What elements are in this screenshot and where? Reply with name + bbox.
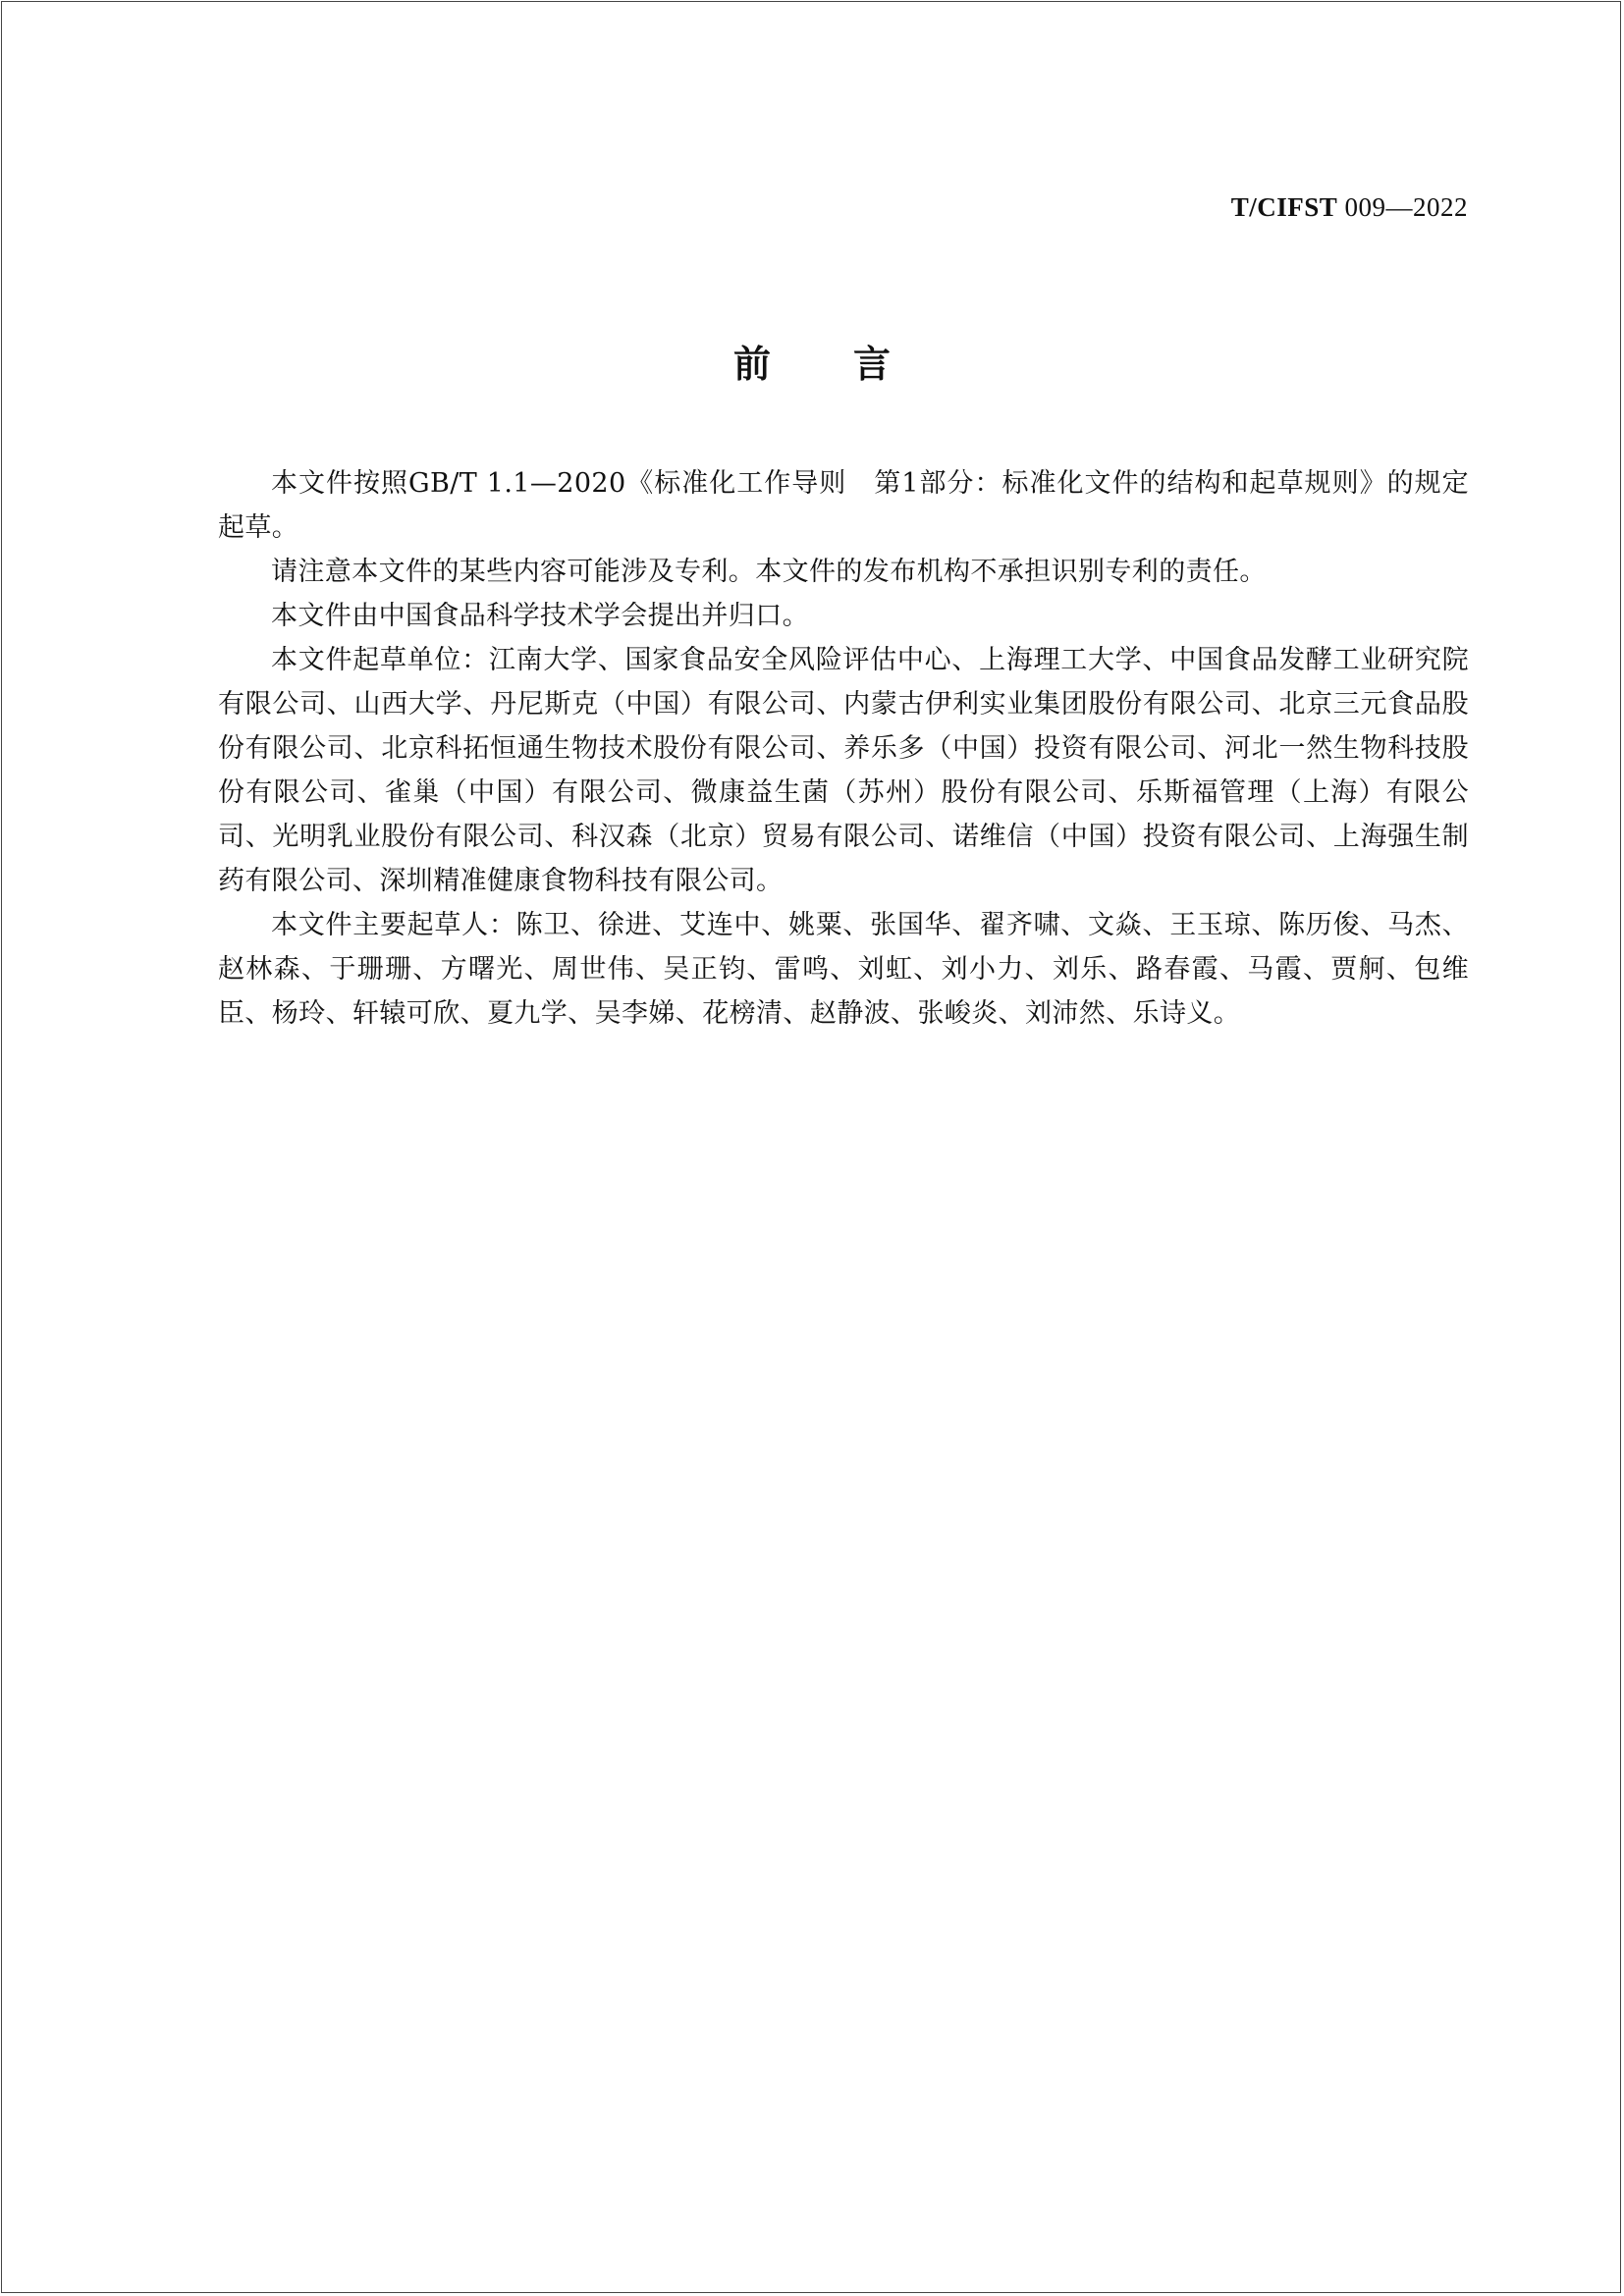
standard-code bbox=[1231, 192, 1468, 223]
paragraph-drafting-units: 本文件起草单位：江南大学、国家食品安全风险评估中心、上海理工大学、中国食品发酵工业研究院有限公司、山西大学、丹尼斯克（中国）有限公司、内蒙古伊利实业集团股份有限公司、北京三元食品股份有限公司、北京科拓恒通生物技术股份有限公司、养乐多（中国）投资有限公司、河北一然生物科技股份有限公司、雀巢（中国）有限公司、微康益生菌（苏州）股份有限公司、乐斯福管理（上海）有限公司、光明乳业股份有限公司、科汉森（北京）贸易有限公司、诺维信（中国）投资有限公司、上海强生制药有限公司、深圳精准健康食物科技有限公司。 bbox=[218, 645, 1469, 896]
page-title: 前言 bbox=[732, 343, 973, 386]
standard-code-prefix: T/CIFST bbox=[1230, 192, 1338, 222]
paragraph-drafters: 本文件主要起草人：陈卫、徐进、艾连中、姚粟、张国华、翟齐啸、文焱、王玉琼、陈历俊、马杰、赵林森、于珊珊、方曙光、周世伟、吴正钧、雷鸣、刘虹、刘小力、刘乐、路春霞、马霞、贾舸、包维臣、杨玲、轩辕可欣、夏九学、吴李娣、花榜清、赵静波、张峻炎、刘沛然、乐诗义。 bbox=[218, 910, 1469, 1029]
standard-code-number: 009—2022 bbox=[1337, 192, 1468, 222]
paragraph-drafting-rule: 本文件按照GB/T 1.1—2020《标准化工作导则 第1部分：标准化文件的结构和起草规则》的规定起草。 bbox=[218, 468, 1469, 543]
paragraph-proposer: 本文件由中国食品科学技术学会提出并归口。 bbox=[271, 601, 809, 631]
paragraph-patent-notice: 请注意本文件的某些内容可能涉及专利。本文件的发布机构不承担识别专利的责任。 bbox=[271, 557, 1267, 587]
foreword-body bbox=[218, 461, 1469, 1036]
